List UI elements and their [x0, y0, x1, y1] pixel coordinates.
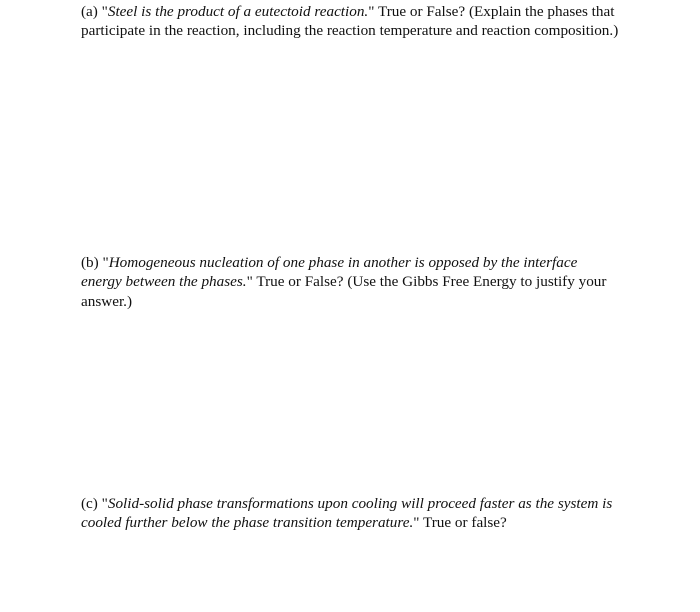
question-a-prompt: True or False? (Explain the phases that participate in the reaction, including the reaction temperature and reaction composition.) — [81, 3, 619, 40]
question-a-quote — [102, 3, 375, 20]
question-c-prompt: True or false? — [423, 514, 507, 532]
question-a — [81, 2, 626, 41]
question-a-quote-open: " — [101, 3, 108, 20]
question-b — [81, 253, 616, 311]
question-a-label: (a) — [81, 3, 98, 20]
question-b-statement: Homogeneous nucleation of one phase in another is opposed by the interface energy between the phases. — [81, 254, 578, 291]
question-c-quote-close: " — [413, 514, 420, 532]
question-b-quote-open: " — [102, 254, 109, 271]
question-b-prompt: True or False? (Use the Gibbs Free Energy to justify your answer.) — [81, 273, 607, 310]
question-a-statement: Steel is the product of a eutectoid reaction. — [107, 3, 369, 20]
question-a-quote-close: " — [368, 3, 375, 20]
question-c-quote-open: " — [101, 495, 108, 512]
question-c — [81, 494, 656, 533]
question-c-label: (c) — [81, 495, 98, 512]
question-c-quote — [81, 495, 612, 531]
question-b-label: (b) — [81, 254, 99, 271]
question-b-quote-close: " — [246, 273, 253, 291]
question-c-statement: Solid-solid phase transformations upon cooling will proceed faster as the system is cooled further below the phase transition temperature. — [81, 495, 613, 532]
